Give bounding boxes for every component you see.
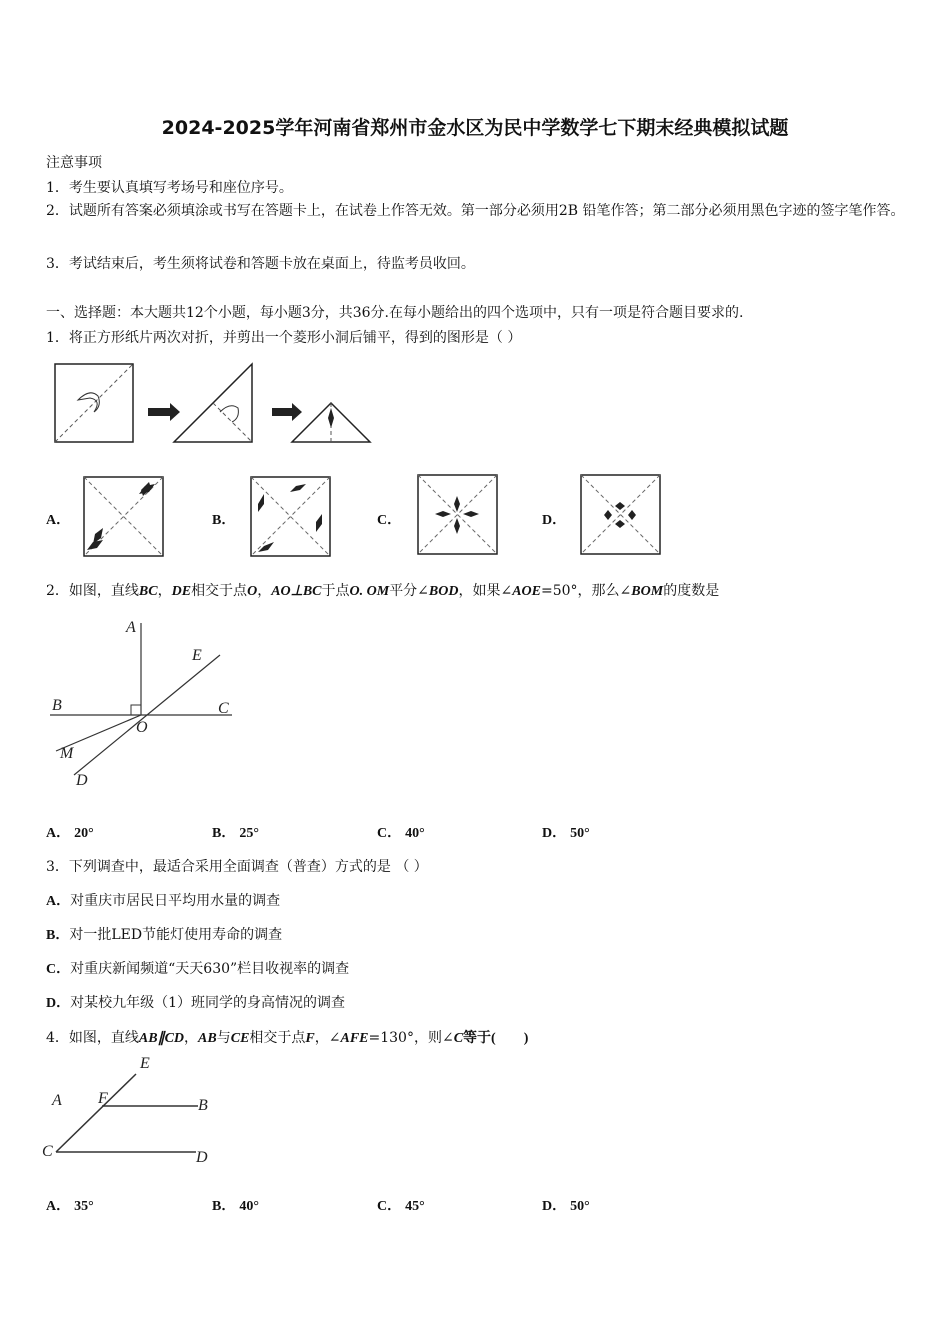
fig4-label-b: B <box>198 1097 208 1114</box>
fig2-label-o: O <box>136 719 148 736</box>
fig2-label-e: E <box>192 647 202 664</box>
fig2-label-d: D <box>76 772 88 789</box>
fig2-label-a: A <box>126 619 136 636</box>
notice-item-1: 1．考生要认真填写考场号和座位序号。 <box>46 180 293 196</box>
q4-option-c[interactable]: C． 45° <box>377 1199 425 1214</box>
q4-option-a[interactable]: A． 35° <box>46 1199 94 1214</box>
fig2-label-c: C <box>218 700 229 717</box>
q4-option-d[interactable]: D． 50° <box>542 1199 590 1214</box>
fig2-label-b: B <box>52 697 62 714</box>
question-3-text: 3．下列调查中，最适合采用全面调查（普查）方式的是 （ ） <box>46 859 428 875</box>
fig4-label-e: E <box>140 1055 150 1072</box>
fig4-label-f: F <box>98 1090 108 1107</box>
page-title: 2024-2025学年河南省郑州市金水区为民中学数学七下期末经典模拟试题 <box>161 117 789 139</box>
question-1-fold-figure <box>50 360 380 450</box>
question-4-text: 4．如图，直线AB∥CD，AB与CE相交于点F，∠AFE=130°，则∠C等于( ) <box>46 1030 529 1046</box>
fig4-label-a: A <box>52 1092 62 1109</box>
q1-option-d[interactable]: D． <box>542 513 567 528</box>
q1-option-a[interactable]: A． <box>46 513 71 528</box>
question-2-figure <box>46 615 246 795</box>
q2-option-c[interactable]: C． 40° <box>377 826 425 841</box>
fig4-label-d: D <box>196 1149 208 1166</box>
notice-item-3: 3．考试结束后，考生须将试卷和答题卡放在桌面上，待监考员收回。 <box>46 256 475 272</box>
question-4-figure <box>40 1052 220 1172</box>
notice-heading: 注意事项 <box>46 155 102 171</box>
q3-option-b[interactable]: B．对一批LED节能灯使用寿命的调查 <box>46 927 283 943</box>
q2-option-d[interactable]: D． 50° <box>542 826 590 841</box>
notice-item-2: 2．试题所有答案必须填涂或书写在答题卡上，在试卷上作答无效。第一部分必须用2B 铅笔作答；第二部分必须用黑色字迹的签字笔作答。 <box>46 203 905 219</box>
section-heading: 一、选择题：本大题共12个小题，每小题3分，共36分.在每小题给出的四个选项中，只有一项是符合题目要求的. <box>46 305 744 321</box>
q2-option-b[interactable]: B． 25° <box>212 826 259 841</box>
q1-option-c-figure <box>417 474 499 556</box>
q1-option-d-figure <box>580 474 662 556</box>
q1-option-a-figure <box>83 476 165 558</box>
question-2-text: 2．如图，直线BC，DE相交于点O，AO⊥BC于点O. OM平分∠BOD，如果∠AOE=50°，那么∠BOM的度数是 <box>46 583 720 599</box>
fig4-label-c: C <box>42 1143 53 1160</box>
q1-option-b-figure <box>250 476 332 558</box>
q3-option-d[interactable]: D．对某校九年级（1）班同学的身高情况的调查 <box>46 995 346 1011</box>
q4-option-b[interactable]: B． 40° <box>212 1199 259 1214</box>
q1-option-b[interactable]: B． <box>212 513 236 528</box>
q2-option-a[interactable]: A． 20° <box>46 826 94 841</box>
fig2-label-m: M <box>60 745 74 762</box>
q3-option-c[interactable]: C．对重庆新闻频道“天天630”栏目收视率的调查 <box>46 961 350 977</box>
question-1-text: 1．将正方形纸片两次对折，并剪出一个菱形小洞后铺平，得到的图形是（ ） <box>46 330 522 346</box>
q1-option-c[interactable]: C． <box>377 513 402 528</box>
q3-option-a[interactable]: A．对重庆市居民日平均用水量的调查 <box>46 893 281 909</box>
